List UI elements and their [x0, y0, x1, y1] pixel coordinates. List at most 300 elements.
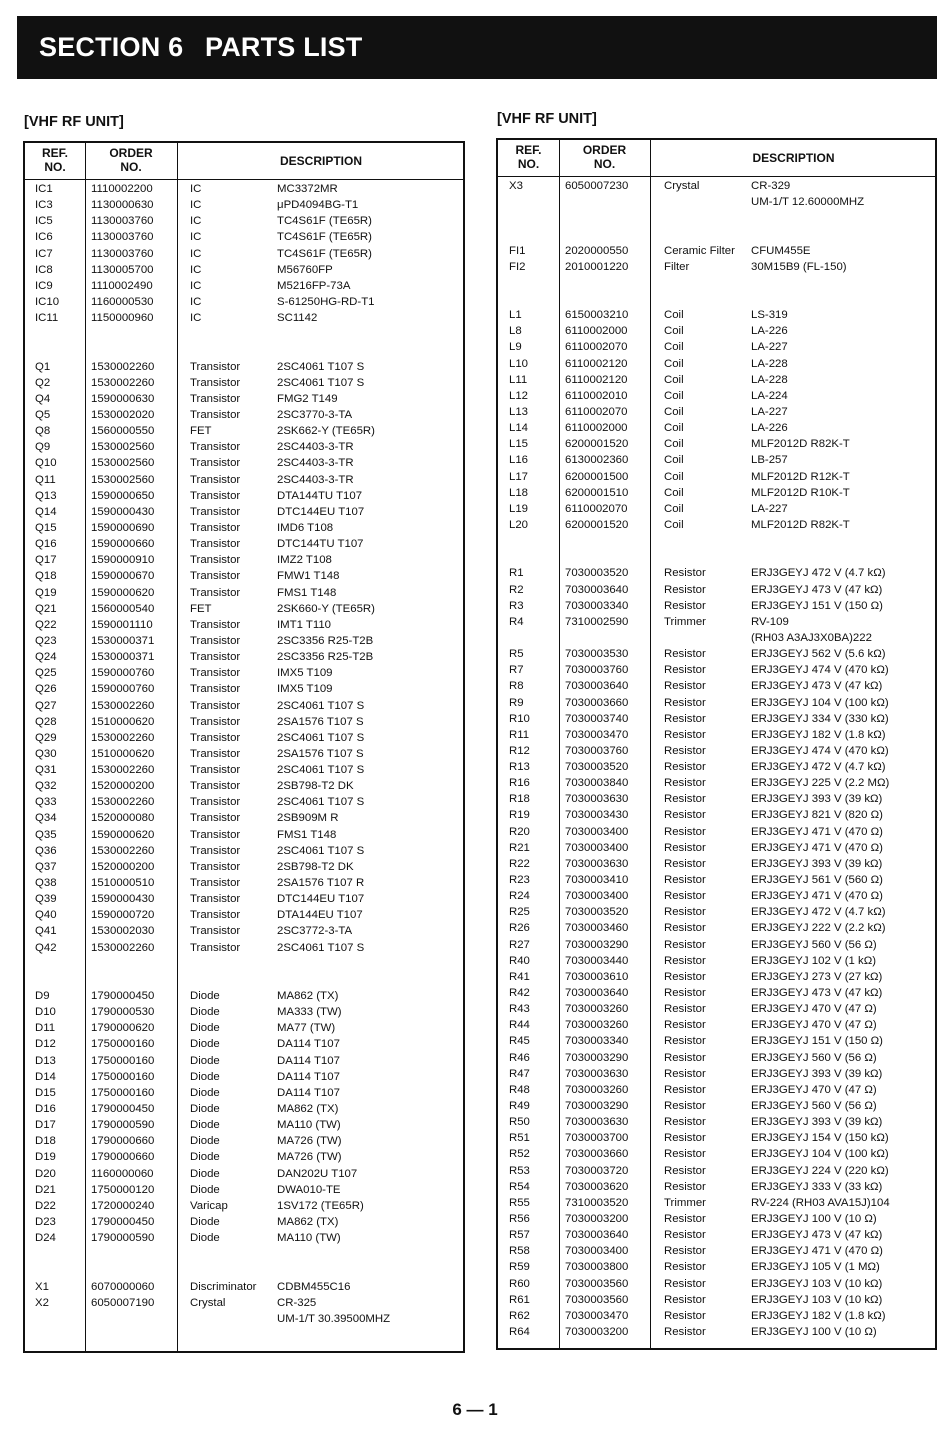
part-description: 1SV172 (TE65R) [277, 1199, 364, 1212]
table-row [498, 873, 935, 889]
table-row [25, 1296, 463, 1312]
part-type: Transistor [190, 764, 241, 777]
part-type: Resistor [664, 954, 706, 967]
table-row [25, 311, 463, 327]
table-row [498, 389, 935, 405]
order-no: 7030003640 [565, 583, 629, 596]
table-row [498, 502, 935, 518]
ref-no: IC11 [35, 312, 59, 325]
order-no: 7030003520 [565, 761, 629, 774]
order-no: 7030003640 [565, 680, 629, 693]
table-row [498, 276, 935, 292]
table-row [498, 760, 935, 776]
right-unit-title: [VHF RF UNIT] [497, 111, 597, 127]
order-no: 1790000660 [91, 1135, 155, 1148]
part-description: 2SC4061 T107 S [277, 764, 365, 777]
order-no: 1590000660 [91, 538, 155, 551]
ref-no: R42 [509, 987, 530, 1000]
part-description: MA862 (TX) [277, 1216, 339, 1228]
order-no: 1130000630 [91, 199, 154, 212]
ref-no: R5 [509, 648, 524, 661]
order-no: 1790000530 [91, 1006, 155, 1019]
part-type: Resistor [664, 664, 706, 677]
order-no: 7030003630 [565, 857, 629, 870]
part-description: DTA144TU T107 [277, 489, 363, 502]
ref-no: R11 [509, 728, 530, 741]
part-description: ERJ3GEYJ 471 V (470 Ω) [751, 825, 883, 838]
section-title: PARTS LIST [205, 32, 363, 62]
part-description: FMG2 T149 [277, 392, 338, 405]
part-type: Transistor [190, 554, 241, 567]
part-description: ERJ3GEYJ 333 V (33 kΩ) [751, 1180, 883, 1193]
part-type: Transistor [190, 441, 241, 454]
part-type: Resistor [664, 567, 706, 580]
part-type: Resistor [664, 1100, 706, 1113]
ref-no: L17 [509, 470, 529, 483]
part-description: ERJ3GEYJ 151 V (150 Ω) [751, 599, 883, 612]
table-row [498, 324, 935, 340]
table-row [498, 308, 935, 324]
part-type: Resistor [664, 1035, 706, 1048]
part-type: Diode [190, 1151, 220, 1164]
ref-no: D15 [35, 1086, 56, 1099]
ref-no: Q11 [35, 473, 56, 486]
ref-no: R16 [509, 777, 530, 790]
part-type: Coil [664, 357, 684, 370]
order-no: 1530002560 [91, 457, 155, 470]
part-description: MA110 (TW) [277, 1119, 341, 1132]
table-header [498, 140, 935, 177]
table-row [25, 666, 463, 682]
part-type: Diode [190, 1086, 220, 1099]
order-no: 1530002260 [91, 699, 155, 712]
ref-no: R24 [509, 890, 530, 903]
order-no: 1530002260 [91, 941, 155, 954]
part-description: 2SC4403-3-TR [277, 473, 354, 486]
order-no: 6110002010 [565, 389, 628, 402]
part-description: 2SA1576 T107 S [277, 747, 364, 760]
order-no: 1110002490 [91, 279, 153, 292]
ref-no: R57 [509, 1229, 530, 1242]
part-description: 2SC4061 T107 S [277, 731, 365, 744]
ref-no: R19 [509, 809, 530, 822]
ref-no: D19 [35, 1151, 56, 1164]
ref-no: R1 [509, 567, 524, 580]
part-type: Resistor [664, 1067, 706, 1080]
part-description: CR-329 [751, 180, 791, 192]
table-row [498, 1131, 935, 1147]
part-description: RV-224 (RH03 AVA15J)104 [751, 1196, 890, 1209]
order-no: 6200001520 [565, 518, 629, 531]
table-row [25, 327, 463, 343]
order-no: 1590000720 [91, 909, 155, 922]
table-row [25, 247, 463, 263]
part-type: Transistor [190, 780, 241, 793]
ref-no: IC3 [35, 199, 53, 212]
table-row [498, 1260, 935, 1276]
table-row [498, 1067, 935, 1083]
part-description: 2SC4061 T107 S [277, 796, 365, 809]
header-description: DESCRIPTION [279, 154, 362, 168]
table-row [25, 1215, 463, 1231]
part-description: ERJ3GEYJ 473 V (47 kΩ) [751, 680, 883, 693]
part-type: Resistor [664, 1261, 706, 1274]
part-type: Transistor [190, 925, 241, 938]
order-no: 6200001510 [565, 486, 629, 499]
table-row [25, 1280, 463, 1296]
part-description: ERJ3GEYJ 334 V (330 kΩ) [751, 712, 889, 725]
part-description: ERJ3GEYJ 560 V (56 Ω) [751, 1100, 877, 1113]
ref-no: D10 [35, 1006, 56, 1019]
order-no: 7030003290 [565, 938, 629, 951]
order-no: 7030003840 [565, 777, 629, 790]
part-type: Varicap [190, 1199, 228, 1212]
table-row [498, 825, 935, 841]
table-row [498, 1196, 935, 1212]
part-type: Resistor [664, 599, 706, 612]
section-number: SECTION 6 [39, 32, 184, 62]
order-no: 1110002200 [91, 183, 153, 195]
part-type: Resistor [664, 1325, 706, 1338]
part-description: 2SC4061 T107 S [277, 844, 365, 857]
table-row [498, 889, 935, 905]
table-row [498, 1212, 935, 1228]
part-type: IC [190, 231, 202, 244]
ref-no: Q5 [35, 408, 51, 421]
order-no: 7030003200 [565, 1325, 629, 1338]
table-row [498, 373, 935, 389]
table-row [498, 647, 935, 663]
part-description: M5216FP-73A [277, 279, 351, 292]
order-no: 1590000650 [91, 489, 155, 502]
table-row [25, 682, 463, 698]
ref-no: R60 [509, 1277, 530, 1290]
table-row [498, 566, 935, 582]
part-description: 2SK660-Y (TE65R) [277, 602, 375, 615]
part-type: Resistor [664, 1213, 706, 1225]
part-description: 2SB798-T2 DK [277, 780, 354, 793]
table-row [25, 811, 463, 827]
table-row [25, 1021, 463, 1037]
ref-no: Q10 [35, 457, 57, 470]
order-no: 7030003630 [565, 1067, 629, 1080]
part-type: IC [190, 279, 202, 292]
part-description: CDBM455C16 [277, 1280, 351, 1293]
part-type: Resistor [664, 1180, 706, 1193]
order-no: 7030003430 [565, 809, 629, 822]
part-type: Diode [190, 1038, 220, 1051]
ref-no: Q13 [35, 489, 57, 502]
order-no: 7030003630 [565, 793, 629, 806]
ref-no: R49 [509, 1100, 530, 1113]
part-type: Coil [664, 438, 684, 451]
table-row [25, 941, 463, 957]
ref-no: L12 [509, 389, 529, 402]
left-unit-title: [VHF RF UNIT] [24, 114, 124, 130]
part-description: IMD6 T108 [277, 521, 334, 534]
part-description: LB-257 [751, 454, 788, 467]
part-type: Coil [664, 389, 684, 402]
ref-no: R64 [509, 1325, 530, 1338]
part-description: IMX5 T109 [277, 683, 333, 696]
table-row [25, 892, 463, 908]
part-type: Resistor [664, 1293, 706, 1306]
order-no: 1530002260 [91, 376, 155, 389]
part-description: MC3372MR [277, 183, 338, 195]
ref-no: R58 [509, 1245, 530, 1258]
ref-no: Q30 [35, 747, 57, 760]
table-row [498, 453, 935, 469]
part-type: Resistor [664, 938, 706, 951]
part-description: IMZ2 T108 [277, 554, 332, 567]
part-type: Transistor [190, 489, 241, 502]
table-row [25, 957, 463, 973]
order-no: 1590001110 [91, 618, 153, 631]
order-no: 1130003760 [91, 247, 154, 260]
part-type: Transistor [190, 505, 241, 518]
table-row [498, 712, 935, 728]
table-row [25, 618, 463, 634]
part-description: DTA144EU T107 [277, 909, 363, 922]
part-description: DTC144EU T107 [277, 505, 365, 518]
ref-no: Q40 [35, 909, 57, 922]
order-no: 6110002070 [565, 502, 628, 515]
table-row [498, 1325, 935, 1341]
ref-no: R27 [509, 938, 530, 951]
part-type: Transistor [190, 392, 241, 405]
part-description: MLF2012D R12K-T [751, 470, 850, 483]
order-no: 1160000530 [91, 295, 154, 308]
part-type: IC [190, 263, 202, 276]
order-no: 7310002590 [565, 615, 629, 628]
part-description: CFUM455E [751, 244, 811, 257]
table-row [498, 857, 935, 873]
ref-no: R53 [509, 1164, 530, 1177]
table-row [25, 537, 463, 553]
part-description: ERJ3GEYJ 103 V (10 kΩ) [751, 1293, 883, 1306]
order-no: 7030003400 [565, 1245, 629, 1258]
part-type: Coil [664, 470, 684, 483]
table-row [25, 1054, 463, 1070]
table-row [25, 844, 463, 860]
order-no: 1530000371 [91, 634, 155, 647]
part-type: Coil [664, 422, 684, 435]
page-number: 6 — 1 [452, 1400, 498, 1419]
table-row [498, 1147, 935, 1163]
table-row [25, 489, 463, 505]
part-description: ERJ3GEYJ 474 V (470 kΩ) [751, 744, 889, 757]
order-no: 6200001500 [565, 470, 629, 483]
part-description: 2SC4403-3-TR [277, 441, 354, 454]
part-description: 2SB798-T2 DK [277, 860, 354, 873]
table-body-right [498, 179, 935, 1341]
part-type: Resistor [664, 825, 706, 838]
ref-no: D17 [35, 1119, 56, 1132]
table-row [25, 634, 463, 650]
order-no: 6110002070 [565, 341, 628, 354]
part-description: 2SK662-Y (TE65R) [277, 425, 375, 438]
ref-no: L15 [509, 438, 529, 451]
part-type: FET [190, 602, 212, 615]
part-type: Resistor [664, 777, 706, 790]
table-row [498, 1228, 935, 1244]
ref-no: R23 [509, 874, 530, 887]
part-description: ERJ3GEYJ 182 V (1.8 kΩ) [751, 728, 886, 741]
part-type: Transistor [190, 860, 241, 873]
part-type: Ceramic Filter [664, 244, 735, 257]
ref-no: R48 [509, 1083, 530, 1096]
order-no: 1530002260 [91, 796, 155, 809]
part-type: Transistor [190, 796, 241, 809]
ref-no: X3 [509, 180, 523, 192]
part-type: Trimmer [664, 1196, 706, 1209]
part-type: Transistor [190, 667, 241, 680]
ref-no: R20 [509, 825, 530, 838]
table-header [25, 143, 463, 180]
order-no: 1590000430 [91, 505, 155, 518]
ref-no: Q42 [35, 941, 57, 954]
part-description: MA726 (TW) [277, 1151, 342, 1164]
ref-no: Q24 [35, 651, 57, 664]
part-type: Resistor [664, 841, 706, 854]
table-row [498, 1051, 935, 1067]
part-description: LA-227 [751, 502, 788, 515]
part-description: DA114 T107 [277, 1070, 340, 1083]
table-row [25, 747, 463, 763]
order-no: 6050007230 [565, 180, 629, 192]
order-no: 7030003460 [565, 922, 629, 935]
part-description: ERJ3GEYJ 470 V (47 Ω) [751, 1019, 877, 1032]
ref-no: R10 [509, 712, 530, 725]
table-row [25, 763, 463, 779]
order-no: 1530002560 [91, 441, 155, 454]
order-no: 1560000540 [91, 602, 155, 615]
order-no: 1790000590 [91, 1232, 155, 1245]
ref-no: D24 [35, 1232, 56, 1245]
part-type: Resistor [664, 987, 706, 1000]
part-description: ERJ3GEYJ 393 V (39 kΩ) [751, 857, 883, 870]
part-type: Resistor [664, 744, 706, 757]
ref-no: IC7 [35, 247, 53, 260]
part-type: IC [190, 183, 202, 195]
part-description: LA-227 [751, 341, 788, 354]
ref-no: Q1 [35, 360, 51, 373]
ref-no: L18 [509, 486, 529, 499]
part-type: Resistor [664, 1277, 706, 1290]
order-no: 7030003400 [565, 841, 629, 854]
part-description: MA862 (TX) [277, 990, 339, 1003]
ref-no: R9 [509, 696, 524, 709]
part-type: Resistor [664, 1229, 706, 1242]
order-no: 1520000080 [91, 812, 155, 825]
ref-no: Q37 [35, 860, 57, 873]
part-description: MLF2012D R82K-T [751, 438, 850, 451]
part-type: FET [190, 425, 212, 438]
ref-no: Q14 [35, 505, 57, 518]
part-type: Transistor [190, 360, 241, 373]
part-description: ERJ3GEYJ 273 V (27 kΩ) [751, 970, 883, 983]
ref-no: Q16 [35, 538, 57, 551]
table-row [25, 1086, 463, 1102]
part-type: Trimmer [664, 615, 706, 628]
table-row [498, 260, 935, 276]
part-description: 2SC4061 T107 S [277, 376, 365, 389]
part-description: 30M15B9 (FL-150) [751, 260, 847, 273]
part-description: ERJ3GEYJ 560 V (56 Ω) [751, 1051, 877, 1064]
part-description: DTC144EU T107 [277, 893, 365, 906]
order-no: 7030003260 [565, 1019, 629, 1032]
order-no: 1750000160 [91, 1070, 155, 1083]
part-type: Diode [190, 1167, 220, 1180]
ref-no: R25 [509, 906, 530, 919]
order-no: 1590000620 [91, 586, 155, 599]
part-description: DA114 T107 [277, 1054, 340, 1067]
part-description: ERJ3GEYJ 473 V (47 kΩ) [751, 987, 883, 1000]
ref-no: R61 [509, 1293, 530, 1306]
table-row [25, 1070, 463, 1086]
ref-no: L9 [509, 341, 522, 354]
table-row [498, 1244, 935, 1260]
part-description: MA77 (TW) [277, 1022, 336, 1035]
table-row [498, 244, 935, 260]
part-description: ERJ3GEYJ 470 V (47 Ω) [751, 1003, 877, 1016]
order-no: 1750000160 [91, 1054, 155, 1067]
ref-no: IC10 [35, 295, 60, 308]
part-description: ERJ3GEYJ 821 V (820 Ω) [751, 809, 883, 822]
table-row [25, 505, 463, 521]
table-row [498, 905, 935, 921]
table-row [25, 989, 463, 1005]
part-type: Coil [664, 518, 684, 531]
ref-no: L13 [509, 405, 529, 418]
ref-no: Q36 [35, 844, 57, 857]
part-type: Transistor [190, 538, 241, 551]
part-type: Coil [664, 502, 684, 515]
part-type: IC [190, 247, 202, 260]
part-type: Coil [664, 325, 684, 338]
part-description: ERJ3GEYJ 225 V (2.2 MΩ) [751, 777, 890, 790]
table-row [498, 1099, 935, 1115]
table-row [498, 437, 935, 453]
table-row [25, 1134, 463, 1150]
part-description: ERJ3GEYJ 393 V (39 kΩ) [751, 1067, 883, 1080]
part-description: 2SC3770-3-TA [277, 408, 353, 421]
table-row [498, 470, 935, 486]
table-row [498, 1293, 935, 1309]
part-type: Resistor [664, 1003, 706, 1016]
parts-table-right [496, 138, 937, 1350]
order-no: 1590000630 [91, 392, 155, 405]
order-no: 7030003630 [565, 1116, 629, 1129]
part-description: ERJ3GEYJ 222 V (2.2 kΩ) [751, 922, 886, 935]
part-description: ERJ3GEYJ 562 V (5.6 kΩ) [751, 648, 886, 661]
table-row [25, 715, 463, 731]
part-type: Resistor [664, 1148, 706, 1161]
ref-no: L19 [509, 502, 529, 515]
part-description: TC4S61F (TE65R) [277, 247, 372, 260]
table-row [498, 954, 935, 970]
part-description: 2SC3356 R25-T2B [277, 634, 374, 647]
part-type: Transistor [190, 586, 241, 599]
part-description: LA-226 [751, 422, 788, 435]
order-no: 1590000760 [91, 667, 155, 680]
order-no: 7030003260 [565, 1003, 629, 1016]
table-row [25, 408, 463, 424]
part-description: ERJ3GEYJ 182 V (1.8 kΩ) [751, 1309, 886, 1322]
order-no: 7030003410 [565, 874, 629, 887]
order-no: 6110002120 [565, 357, 628, 370]
part-description: ERJ3GEYJ 103 V (10 kΩ) [751, 1277, 883, 1290]
